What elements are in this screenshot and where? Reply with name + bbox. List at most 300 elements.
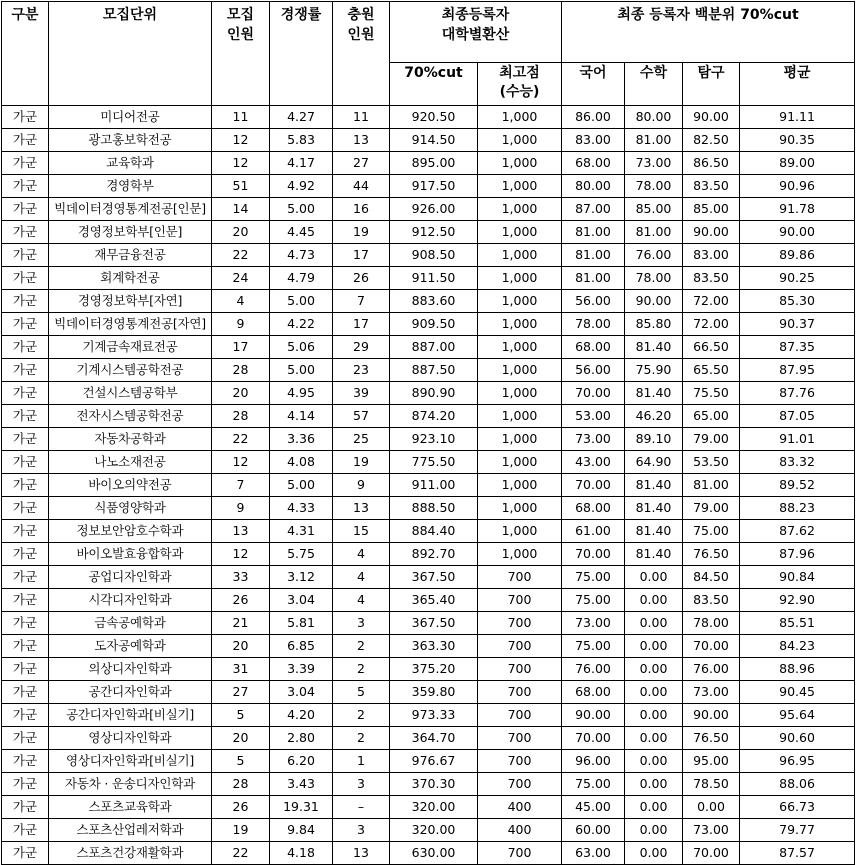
gubun-cell: 가군 bbox=[2, 290, 49, 313]
unit-cell: 금속공예학과 bbox=[49, 612, 212, 635]
count-cell: 7 bbox=[212, 474, 270, 497]
cut70-cell: 920.50 bbox=[390, 106, 478, 129]
extra-cell: 9 bbox=[333, 474, 390, 497]
count-cell: 20 bbox=[212, 635, 270, 658]
explore-cell: 84.50 bbox=[683, 566, 740, 589]
gubun-cell: 가군 bbox=[2, 704, 49, 727]
unit-cell: 자동차 · 운송디자인학과 bbox=[49, 773, 212, 796]
max-score-cell: 700 bbox=[478, 589, 562, 612]
unit-cell: 공간디자인학과[비실기] bbox=[49, 704, 212, 727]
extra-cell: – bbox=[333, 796, 390, 819]
extra-cell: 5 bbox=[333, 681, 390, 704]
count-cell: 22 bbox=[212, 244, 270, 267]
table-row bbox=[2, 221, 855, 244]
explore-cell: 65.50 bbox=[683, 359, 740, 382]
korean-cell: 63.00 bbox=[562, 842, 625, 865]
table-row bbox=[2, 704, 855, 727]
unit-cell: 전자시스템공학전공 bbox=[49, 405, 212, 428]
table-row bbox=[2, 106, 855, 129]
korean-cell: 53.00 bbox=[562, 405, 625, 428]
header-line: 최종등록자 bbox=[441, 7, 510, 23]
table-row bbox=[2, 566, 855, 589]
extra-cell: 1 bbox=[333, 750, 390, 773]
extra-cell: 4 bbox=[333, 543, 390, 566]
cut70-cell: 926.00 bbox=[390, 198, 478, 221]
cut70-cell: 908.50 bbox=[390, 244, 478, 267]
korean-cell: 73.00 bbox=[562, 428, 625, 451]
average-cell: 89.86 bbox=[740, 244, 855, 267]
average-cell: 87.62 bbox=[740, 520, 855, 543]
max-score-cell: 1,000 bbox=[478, 497, 562, 520]
extra-cell: 2 bbox=[333, 704, 390, 727]
math-cell: 81.40 bbox=[625, 520, 683, 543]
extra-cell: 25 bbox=[333, 428, 390, 451]
count-cell: 24 bbox=[212, 267, 270, 290]
korean-cell: 61.00 bbox=[562, 520, 625, 543]
gubun-cell: 가군 bbox=[2, 221, 49, 244]
extra-cell: 19 bbox=[333, 451, 390, 474]
average-cell: 89.00 bbox=[740, 152, 855, 175]
gubun-cell: 가군 bbox=[2, 658, 49, 681]
average-cell: 87.76 bbox=[740, 382, 855, 405]
cut70-cell: 895.00 bbox=[390, 152, 478, 175]
table-row bbox=[2, 267, 855, 290]
explore-cell: 70.00 bbox=[683, 635, 740, 658]
average-cell: 66.73 bbox=[740, 796, 855, 819]
count-cell: 26 bbox=[212, 796, 270, 819]
korean-cell: 68.00 bbox=[562, 681, 625, 704]
ratio-cell: 4.33 bbox=[270, 497, 333, 520]
extra-cell: 13 bbox=[333, 497, 390, 520]
max-score-cell: 700 bbox=[478, 704, 562, 727]
unit-cell: 도자공예학과 bbox=[49, 635, 212, 658]
explore-cell: 72.00 bbox=[683, 313, 740, 336]
count-cell: 11 bbox=[212, 106, 270, 129]
cut70-cell: 973.33 bbox=[390, 704, 478, 727]
table-row bbox=[2, 129, 855, 152]
average-cell: 90.84 bbox=[740, 566, 855, 589]
extra-cell: 3 bbox=[333, 819, 390, 842]
cut70-cell: 923.10 bbox=[390, 428, 478, 451]
cut70-cell: 909.50 bbox=[390, 313, 478, 336]
unit-cell: 재무금융전공 bbox=[49, 244, 212, 267]
count-cell: 26 bbox=[212, 589, 270, 612]
max-score-cell: 1,000 bbox=[478, 520, 562, 543]
max-score-cell: 400 bbox=[478, 819, 562, 842]
table-row bbox=[2, 152, 855, 175]
max-score-cell: 1,000 bbox=[478, 382, 562, 405]
count-cell: 28 bbox=[212, 773, 270, 796]
korean-cell: 81.00 bbox=[562, 267, 625, 290]
table-row bbox=[2, 658, 855, 681]
cut70-cell: 367.50 bbox=[390, 566, 478, 589]
korean-cell: 87.00 bbox=[562, 198, 625, 221]
unit-cell: 바이오발효융합학과 bbox=[49, 543, 212, 566]
gubun-cell: 가군 bbox=[2, 313, 49, 336]
gubun-cell: 가군 bbox=[2, 681, 49, 704]
cut70-cell: 888.50 bbox=[390, 497, 478, 520]
header-korean: 국어 bbox=[562, 63, 625, 106]
ratio-cell: 5.06 bbox=[270, 336, 333, 359]
ratio-cell: 3.04 bbox=[270, 681, 333, 704]
math-cell: 0.00 bbox=[625, 819, 683, 842]
korean-cell: 68.00 bbox=[562, 152, 625, 175]
extra-cell: 57 bbox=[333, 405, 390, 428]
table-row bbox=[2, 727, 855, 750]
max-score-cell: 700 bbox=[478, 612, 562, 635]
max-score-cell: 1,000 bbox=[478, 313, 562, 336]
cut70-cell: 367.50 bbox=[390, 612, 478, 635]
cut70-cell: 775.50 bbox=[390, 451, 478, 474]
gubun-cell: 가군 bbox=[2, 106, 49, 129]
ratio-cell: 5.83 bbox=[270, 129, 333, 152]
extra-cell: 16 bbox=[333, 198, 390, 221]
ratio-cell: 4.17 bbox=[270, 152, 333, 175]
average-cell: 90.96 bbox=[740, 175, 855, 198]
extra-cell: 2 bbox=[333, 635, 390, 658]
table-row bbox=[2, 313, 855, 336]
gubun-cell: 가군 bbox=[2, 612, 49, 635]
extra-cell: 15 bbox=[333, 520, 390, 543]
korean-cell: 81.00 bbox=[562, 221, 625, 244]
ratio-cell: 3.36 bbox=[270, 428, 333, 451]
table-row bbox=[2, 796, 855, 819]
explore-cell: 72.00 bbox=[683, 290, 740, 313]
extra-cell: 2 bbox=[333, 658, 390, 681]
explore-cell: 73.00 bbox=[683, 819, 740, 842]
unit-cell: 나노소재전공 bbox=[49, 451, 212, 474]
unit-cell: 영상디자인학과 bbox=[49, 727, 212, 750]
table-row bbox=[2, 175, 855, 198]
gubun-cell: 가군 bbox=[2, 198, 49, 221]
math-cell: 89.10 bbox=[625, 428, 683, 451]
gubun-cell: 가군 bbox=[2, 405, 49, 428]
header-univ-score bbox=[390, 2, 562, 63]
gubun-cell: 가군 bbox=[2, 129, 49, 152]
ratio-cell: 4.27 bbox=[270, 106, 333, 129]
ratio-cell: 4.22 bbox=[270, 313, 333, 336]
cut70-cell: 884.40 bbox=[390, 520, 478, 543]
count-cell: 13 bbox=[212, 520, 270, 543]
extra-cell: 13 bbox=[333, 842, 390, 865]
gubun-cell: 가군 bbox=[2, 336, 49, 359]
count-cell: 12 bbox=[212, 543, 270, 566]
cut70-cell: 363.30 bbox=[390, 635, 478, 658]
explore-cell: 83.50 bbox=[683, 267, 740, 290]
korean-cell: 80.00 bbox=[562, 175, 625, 198]
cut70-cell: 914.50 bbox=[390, 129, 478, 152]
unit-cell: 스포츠교육학과 bbox=[49, 796, 212, 819]
ratio-cell: 5.00 bbox=[270, 198, 333, 221]
average-cell: 91.01 bbox=[740, 428, 855, 451]
explore-cell: 78.00 bbox=[683, 612, 740, 635]
gubun-cell: 가군 bbox=[2, 175, 49, 198]
unit-cell: 빅데이터경영통계전공[인문] bbox=[49, 198, 212, 221]
header-max-score bbox=[478, 63, 562, 106]
average-cell: 85.30 bbox=[740, 290, 855, 313]
average-cell: 87.95 bbox=[740, 359, 855, 382]
gubun-cell: 가군 bbox=[2, 244, 49, 267]
header-line: 충원 bbox=[347, 7, 375, 23]
ratio-cell: 4.18 bbox=[270, 842, 333, 865]
count-cell: 27 bbox=[212, 681, 270, 704]
max-score-cell: 1,000 bbox=[478, 152, 562, 175]
count-cell: 4 bbox=[212, 290, 270, 313]
average-cell: 90.37 bbox=[740, 313, 855, 336]
ratio-cell: 19.31 bbox=[270, 796, 333, 819]
average-cell: 87.57 bbox=[740, 842, 855, 865]
ratio-cell: 3.12 bbox=[270, 566, 333, 589]
max-score-cell: 1,000 bbox=[478, 290, 562, 313]
extra-cell: 17 bbox=[333, 244, 390, 267]
average-cell: 79.77 bbox=[740, 819, 855, 842]
korean-cell: 60.00 bbox=[562, 819, 625, 842]
extra-cell: 4 bbox=[333, 566, 390, 589]
max-score-cell: 1,000 bbox=[478, 451, 562, 474]
unit-cell: 공업디자인학과 bbox=[49, 566, 212, 589]
gubun-cell: 가군 bbox=[2, 566, 49, 589]
explore-cell: 73.00 bbox=[683, 681, 740, 704]
math-cell: 0.00 bbox=[625, 704, 683, 727]
korean-cell: 70.00 bbox=[562, 474, 625, 497]
math-cell: 76.00 bbox=[625, 244, 683, 267]
explore-cell: 95.00 bbox=[683, 750, 740, 773]
table-row bbox=[2, 405, 855, 428]
explore-cell: 75.50 bbox=[683, 382, 740, 405]
max-score-cell: 1,000 bbox=[478, 244, 562, 267]
cut70-cell: 887.50 bbox=[390, 359, 478, 382]
korean-cell: 96.00 bbox=[562, 750, 625, 773]
ratio-cell: 4.08 bbox=[270, 451, 333, 474]
explore-cell: 76.00 bbox=[683, 658, 740, 681]
unit-cell: 기계시스템공학전공 bbox=[49, 359, 212, 382]
max-score-cell: 1,000 bbox=[478, 175, 562, 198]
korean-cell: 73.00 bbox=[562, 612, 625, 635]
unit-cell: 광고홍보학전공 bbox=[49, 129, 212, 152]
unit-cell: 정보보안암호수학과 bbox=[49, 520, 212, 543]
cut70-cell: 874.20 bbox=[390, 405, 478, 428]
unit-cell: 자동차공학과 bbox=[49, 428, 212, 451]
cut70-cell: 320.00 bbox=[390, 796, 478, 819]
explore-cell: 86.50 bbox=[683, 152, 740, 175]
max-score-cell: 700 bbox=[478, 635, 562, 658]
ratio-cell: 6.20 bbox=[270, 750, 333, 773]
gubun-cell: 가군 bbox=[2, 474, 49, 497]
unit-cell: 경영학부 bbox=[49, 175, 212, 198]
math-cell: 85.80 bbox=[625, 313, 683, 336]
math-cell: 0.00 bbox=[625, 796, 683, 819]
unit-cell: 경영정보학부[인문] bbox=[49, 221, 212, 244]
cut70-cell: 911.50 bbox=[390, 267, 478, 290]
gubun-cell: 가군 bbox=[2, 152, 49, 175]
explore-cell: 90.00 bbox=[683, 704, 740, 727]
explore-cell: 76.50 bbox=[683, 543, 740, 566]
gubun-cell: 가군 bbox=[2, 796, 49, 819]
explore-cell: 0.00 bbox=[683, 796, 740, 819]
count-cell: 31 bbox=[212, 658, 270, 681]
unit-cell: 의상디자인학과 bbox=[49, 658, 212, 681]
header-extra bbox=[333, 2, 390, 106]
table-row bbox=[2, 543, 855, 566]
max-score-cell: 700 bbox=[478, 727, 562, 750]
average-cell: 83.32 bbox=[740, 451, 855, 474]
explore-cell: 76.50 bbox=[683, 727, 740, 750]
cut70-cell: 890.90 bbox=[390, 382, 478, 405]
explore-cell: 79.00 bbox=[683, 428, 740, 451]
ratio-cell: 3.39 bbox=[270, 658, 333, 681]
gubun-cell: 가군 bbox=[2, 842, 49, 865]
average-cell: 95.64 bbox=[740, 704, 855, 727]
explore-cell: 82.50 bbox=[683, 129, 740, 152]
table-row bbox=[2, 589, 855, 612]
unit-cell: 시각디자인학과 bbox=[49, 589, 212, 612]
unit-cell: 바이오의약전공 bbox=[49, 474, 212, 497]
gubun-cell: 가군 bbox=[2, 589, 49, 612]
explore-cell: 81.00 bbox=[683, 474, 740, 497]
average-cell: 90.25 bbox=[740, 267, 855, 290]
unit-cell: 건설시스템공학부 bbox=[49, 382, 212, 405]
extra-cell: 44 bbox=[333, 175, 390, 198]
count-cell: 5 bbox=[212, 750, 270, 773]
ratio-cell: 5.00 bbox=[270, 474, 333, 497]
table-row bbox=[2, 520, 855, 543]
cut70-cell: 365.40 bbox=[390, 589, 478, 612]
average-cell: 84.23 bbox=[740, 635, 855, 658]
table-row bbox=[2, 198, 855, 221]
header-gubun: 구분 bbox=[2, 2, 49, 106]
extra-cell: 19 bbox=[333, 221, 390, 244]
gubun-cell: 가군 bbox=[2, 543, 49, 566]
cut70-cell: 320.00 bbox=[390, 819, 478, 842]
explore-cell: 78.50 bbox=[683, 773, 740, 796]
korean-cell: 70.00 bbox=[562, 382, 625, 405]
count-cell: 20 bbox=[212, 382, 270, 405]
ratio-cell: 3.04 bbox=[270, 589, 333, 612]
max-score-cell: 700 bbox=[478, 566, 562, 589]
count-cell: 28 bbox=[212, 405, 270, 428]
math-cell: 81.40 bbox=[625, 336, 683, 359]
average-cell: 90.45 bbox=[740, 681, 855, 704]
count-cell: 14 bbox=[212, 198, 270, 221]
ratio-cell: 6.85 bbox=[270, 635, 333, 658]
table-row bbox=[2, 428, 855, 451]
extra-cell: 3 bbox=[333, 773, 390, 796]
extra-cell: 23 bbox=[333, 359, 390, 382]
max-score-cell: 400 bbox=[478, 796, 562, 819]
unit-cell: 교육학과 bbox=[49, 152, 212, 175]
max-score-cell: 700 bbox=[478, 773, 562, 796]
max-score-cell: 1,000 bbox=[478, 336, 562, 359]
header-line: 인원 bbox=[226, 27, 255, 43]
average-cell: 89.52 bbox=[740, 474, 855, 497]
explore-cell: 66.50 bbox=[683, 336, 740, 359]
korean-cell: 86.00 bbox=[562, 106, 625, 129]
unit-cell: 스포츠산업레저학과 bbox=[49, 819, 212, 842]
header-explore: 탐구 bbox=[683, 63, 740, 106]
math-cell: 75.90 bbox=[625, 359, 683, 382]
math-cell: 73.00 bbox=[625, 152, 683, 175]
table-row bbox=[2, 382, 855, 405]
max-score-cell: 1,000 bbox=[478, 474, 562, 497]
korean-cell: 78.00 bbox=[562, 313, 625, 336]
math-cell: 78.00 bbox=[625, 175, 683, 198]
explore-cell: 65.00 bbox=[683, 405, 740, 428]
korean-cell: 75.00 bbox=[562, 566, 625, 589]
explore-cell: 79.00 bbox=[683, 497, 740, 520]
math-cell: 46.20 bbox=[625, 405, 683, 428]
extra-cell: 2 bbox=[333, 727, 390, 750]
gubun-cell: 가군 bbox=[2, 727, 49, 750]
math-cell: 81.40 bbox=[625, 382, 683, 405]
math-cell: 0.00 bbox=[625, 635, 683, 658]
math-cell: 80.00 bbox=[625, 106, 683, 129]
cut70-cell: 375.20 bbox=[390, 658, 478, 681]
ratio-cell: 4.73 bbox=[270, 244, 333, 267]
count-cell: 20 bbox=[212, 221, 270, 244]
table-row bbox=[2, 497, 855, 520]
max-score-cell: 700 bbox=[478, 681, 562, 704]
max-score-cell: 1,000 bbox=[478, 359, 562, 382]
extra-cell: 29 bbox=[333, 336, 390, 359]
ratio-cell: 4.20 bbox=[270, 704, 333, 727]
gubun-cell: 가군 bbox=[2, 382, 49, 405]
cut70-cell: 912.50 bbox=[390, 221, 478, 244]
count-cell: 17 bbox=[212, 336, 270, 359]
explore-cell: 53.50 bbox=[683, 451, 740, 474]
count-cell: 12 bbox=[212, 451, 270, 474]
explore-cell: 75.00 bbox=[683, 520, 740, 543]
gubun-cell: 가군 bbox=[2, 451, 49, 474]
table-row bbox=[2, 635, 855, 658]
count-cell: 22 bbox=[212, 842, 270, 865]
ratio-cell: 2.80 bbox=[270, 727, 333, 750]
extra-cell: 13 bbox=[333, 129, 390, 152]
count-cell: 28 bbox=[212, 359, 270, 382]
math-cell: 81.40 bbox=[625, 497, 683, 520]
gubun-cell: 가군 bbox=[2, 773, 49, 796]
table-row bbox=[2, 451, 855, 474]
header-count bbox=[212, 2, 270, 106]
average-cell: 87.05 bbox=[740, 405, 855, 428]
max-score-cell: 1,000 bbox=[478, 221, 562, 244]
explore-cell: 83.50 bbox=[683, 175, 740, 198]
table-row bbox=[2, 244, 855, 267]
max-score-cell: 700 bbox=[478, 842, 562, 865]
gubun-cell: 가군 bbox=[2, 520, 49, 543]
unit-cell: 영상디자인학과[비실기] bbox=[49, 750, 212, 773]
header-cut70: 70%cut bbox=[390, 63, 478, 106]
average-cell: 90.35 bbox=[740, 129, 855, 152]
ratio-cell: 5.00 bbox=[270, 290, 333, 313]
max-score-cell: 1,000 bbox=[478, 198, 562, 221]
korean-cell: 68.00 bbox=[562, 497, 625, 520]
table-row bbox=[2, 750, 855, 773]
average-cell: 87.35 bbox=[740, 336, 855, 359]
unit-cell: 경영정보학부[자연] bbox=[49, 290, 212, 313]
math-cell: 0.00 bbox=[625, 612, 683, 635]
extra-cell: 11 bbox=[333, 106, 390, 129]
table-row bbox=[2, 681, 855, 704]
cut70-cell: 364.70 bbox=[390, 727, 478, 750]
extra-cell: 39 bbox=[333, 382, 390, 405]
extra-cell: 3 bbox=[333, 612, 390, 635]
explore-cell: 90.00 bbox=[683, 106, 740, 129]
korean-cell: 83.00 bbox=[562, 129, 625, 152]
average-cell: 88.06 bbox=[740, 773, 855, 796]
count-cell: 12 bbox=[212, 129, 270, 152]
count-cell: 22 bbox=[212, 428, 270, 451]
header-line: 인원 bbox=[347, 27, 375, 43]
